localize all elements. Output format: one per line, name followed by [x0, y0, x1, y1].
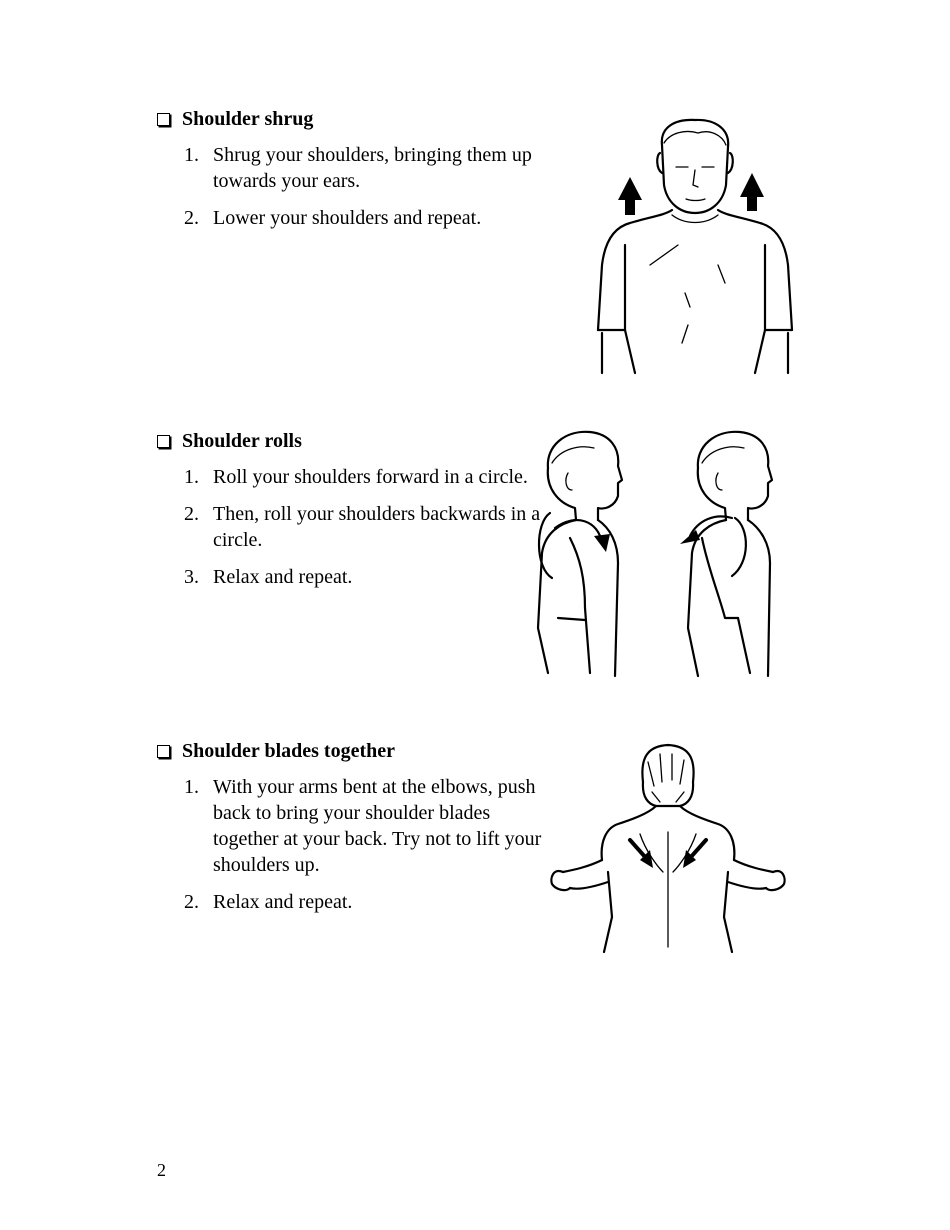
step-item: 3. Relax and repeat.: [184, 566, 353, 588]
step-item: 1. With your arms bent at the elbows, push back to bring your shoulder blades together at your back. Try not to lift your shoulders up.: [184, 776, 542, 876]
checkbox-icon[interactable]: [157, 435, 170, 448]
section-shoulder-rolls: [157, 429, 557, 590]
step-item: 2. Lower your shoulders and repeat.: [184, 207, 482, 229]
shoulder-rolls-illustration: [530, 428, 790, 685]
page-number: 2: [157, 1160, 166, 1180]
section-shoulder-blades-together: [157, 739, 557, 915]
step-item: 1. Shrug your shoulders, bringing them up towards your ears.: [184, 144, 532, 192]
exercise-title: Shoulder shrug: [157, 107, 557, 131]
steps-list: [157, 142, 557, 231]
section-shoulder-shrug: [157, 107, 557, 231]
shoulder-blades-illustration: [548, 742, 788, 962]
checkbox-icon[interactable]: [157, 113, 170, 126]
checkbox-icon[interactable]: [157, 745, 170, 758]
step-item: 2. Relax and repeat.: [184, 891, 353, 913]
steps-list: [157, 464, 542, 590]
steps-list: [157, 774, 542, 915]
exercise-title: Shoulder blades together: [157, 739, 557, 763]
exercise-title: Shoulder rolls: [157, 429, 557, 453]
step-item: 1. Roll your shoulders forward in a circle.: [184, 466, 528, 488]
step-item: 2. Then, roll your shoulders backwards in a circle.: [184, 503, 541, 551]
shoulder-shrug-illustration: [590, 115, 800, 385]
